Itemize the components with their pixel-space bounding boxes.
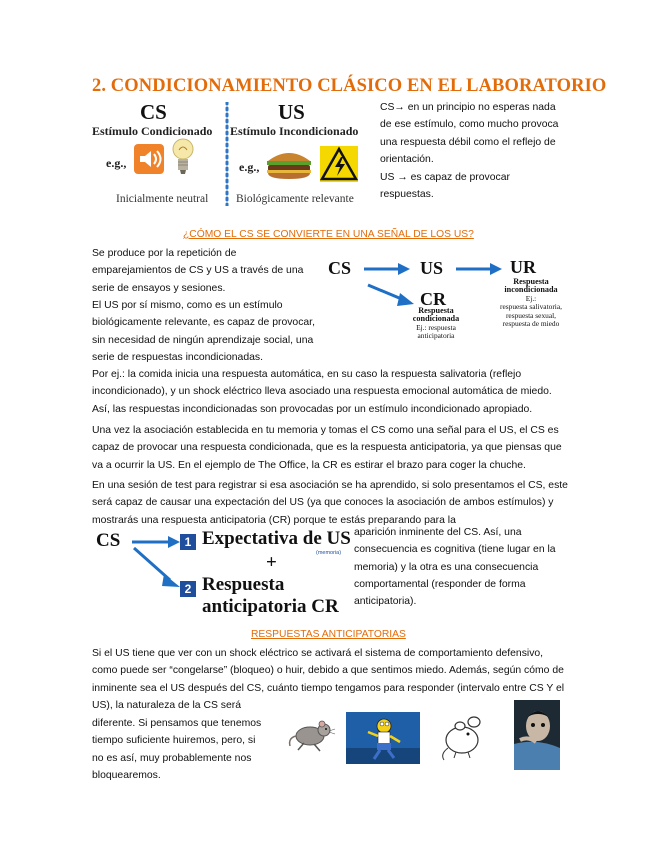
cr-description — [406, 307, 466, 341]
diagram-us-label: US — [420, 258, 444, 278]
diagram2-cs-label: CS — [96, 530, 121, 551]
stimulus-figure — [92, 98, 372, 210]
speaker-icon — [134, 144, 164, 174]
us-subtitle: Estímulo Incondicionado — [230, 124, 359, 138]
section-heading-anticipatory: RESPUESTAS ANTICIPATORIAS — [251, 629, 406, 640]
paragraph-example: Por ej.: la comida inicia una respuesta automática, en su caso la respuesta salivatoria (reflejo incondicionado), y un shock eléctrico lleva asociado una respuesta emocional automática de miedo. Así, las respuestas incondicionadas son provocadas por un estímulo incondicionado apropiado. — [92, 369, 552, 415]
us-bottom-label: Biológicamente relevante — [236, 193, 354, 205]
ur-title-2: incondicionada — [504, 285, 558, 295]
anticipatory-label-1: Respuesta — [202, 574, 285, 595]
section-heading-cs-signal: ¿CÓMO EL CS SE CONVIERTE EN UNA SEÑAL DE LOS US? — [183, 229, 474, 240]
ur-title-1: Respuesta — [513, 277, 549, 286]
paragraph-pairing: Se produce por la repetición de emparejamientos de CS y US a través de una serie de ensayos y sesiones. — [92, 248, 304, 294]
cs-heading: CS — [140, 100, 167, 124]
plus-sign: + — [266, 552, 277, 573]
cr-title-2: condicionada — [412, 314, 460, 324]
frightened-person-image — [514, 700, 560, 770]
arrow-us-to-ur-icon — [456, 262, 502, 276]
arrow-to-anticipatory-icon — [132, 546, 182, 590]
eg-label-cs: e.g., — [106, 156, 127, 170]
page-title: 2. CONDICIONAMIENTO CLÁSICO EN EL LABORATORIO — [92, 76, 607, 96]
number-badge-1: 1 — [180, 534, 196, 550]
paragraph-consequences: aparición inminente del CS. Así, una consecuencia es cognitiva (tiene lugar en la memoria) y la otra es una consecuencia comportamental (responder de forma anticipatoria). — [354, 527, 556, 608]
cr-example-2: anticipatoria — [417, 331, 455, 341]
cs-definition: CS→ en un principio no esperas nada de ese estímulo, como mucho provoca una respuesta débil como el reflejo de orientación. — [380, 102, 559, 165]
ur-example-2: respuesta salivatoria, — [500, 302, 562, 312]
arrow-cs-to-cr-icon — [366, 282, 416, 308]
number-badge-2: 2 — [180, 581, 196, 597]
us-heading: US — [278, 100, 305, 124]
cs-us-ur-diagram — [326, 252, 576, 352]
expectation-label: Expectativa de US — [202, 528, 351, 549]
paragraph-defensive: Si el US tiene que ver con un shock eléctrico se activará el sistema de comportamiento defensivo, como puede ser “congelarse” (bloqueo) o huir, debido a que sentimos miedo. Además, según cómo de inminente sea el US después del CS, cuánto tiempo tengamos para responder (intervalo entre CS Y el US), la naturaleza de la CS será — [92, 648, 565, 711]
expectation-note: (memoria) — [316, 550, 342, 556]
cartoon-running-image — [346, 712, 420, 764]
dotted-divider — [224, 102, 230, 206]
paragraph-us-responses: El US por sí mismo, como es un estímulo biológicamente relevante, es capaz de provocar, sin necesidad de ningún aprendizaje social, una serie de respuestas incondicionadas. — [92, 300, 315, 363]
lightbulb-icon — [172, 136, 194, 178]
frozen-mouse-image — [438, 712, 492, 762]
paragraph-freeze-or-flee: diferente. Si pensamos que tenemos tiempo suficiente huiremos, pero, si no es así, muy probablemente nos bloquearemos. — [92, 718, 262, 781]
diagram-ur-label: UR — [510, 257, 536, 277]
diagram-cr-label: CR — [420, 289, 446, 309]
cr-title-1: Respuesta — [418, 306, 454, 315]
ur-example-1: Ej.: — [525, 293, 537, 303]
ur-description — [488, 278, 574, 328]
us-definition: US → es capaz de provocar respuestas. — [380, 172, 510, 201]
burger-icon — [264, 148, 314, 180]
anticipatory-label-2: anticipatoria CR — [202, 596, 339, 617]
arrow-cs-to-us-icon — [364, 262, 410, 276]
eg-label-us: e.g., — [239, 160, 260, 174]
ur-example-4: respuesta de miedo — [502, 319, 560, 329]
high-voltage-warning-icon — [320, 146, 358, 182]
cs-subtitle: Estímulo Condicionado — [92, 124, 213, 138]
ur-example-3: respuesta sexual, — [505, 310, 557, 320]
diagram-cs-label: CS — [328, 258, 352, 278]
paragraph-association: Una vez la asociación establecida en tu memoria y tomas el CS como una señal para el US, el CS es capaz de provocar una respuesta condicionada, que es la respuesta anticipatoria, ya que piensas que va a ocurrir la US. En el ejemplo de The Office, la CR es estirar el brazo para coger la chuche. — [92, 425, 562, 471]
cs-expectation-diagram — [92, 526, 354, 622]
cr-example-1: Ej.: respuesta — [416, 322, 456, 332]
paragraph-test-session: En una sesión de test para registrar si esa asociación se ha aprendido, si solo presentamos el CS, este será capaz de causar una expectación del US (ya que conoces la asociación de ambos estímulos) y mostrarás una respuesta anticipatoria (CR) porque te estás preparando para la — [92, 480, 568, 526]
cs-bottom-label: Inicialmente neutral — [116, 193, 209, 205]
running-rat-image — [286, 714, 338, 754]
